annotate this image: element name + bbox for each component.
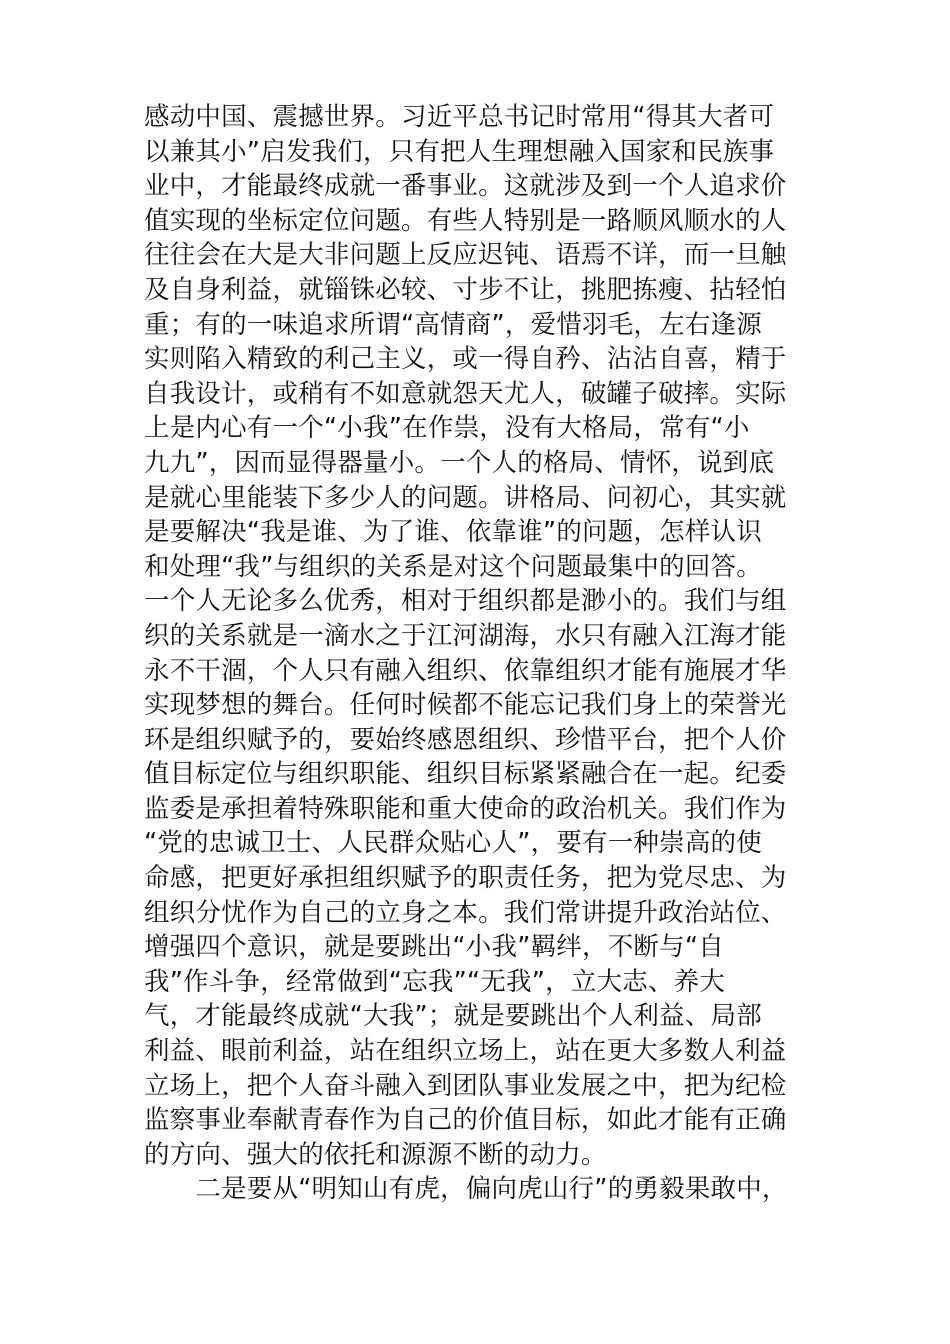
text-line: 业中，才能最终成就一番事业。这就涉及到一个人追求价 — [144, 171, 787, 202]
text-line: 实则陷入精致的利己主义，或一得自矜、沾沾自喜，精于 — [144, 344, 787, 375]
text-line: 织的关系就是一滴水之于江河湖海，水只有融入江海才能 — [144, 620, 787, 651]
text-line: 是要解决“我是谁、为了谁、依靠谁”的问题，怎样认识 — [144, 517, 762, 548]
text-line: 九九”，因而显得器量小。一个人的格局、情怀，说到底 — [144, 447, 775, 478]
text-line: 值实现的坐标定位问题。有些人特别是一路顺风顺水的人 — [144, 205, 787, 236]
text-line: 二是要从“明知山有虎，偏向虎山行”的勇毅果敢中， — [144, 1174, 788, 1205]
text-line: 感动中国、震撼世界。习近平总书记时常用“得其大者可 — [144, 102, 775, 132]
text-line: 监察事业奉献青春作为自己的价值目标，如此才能有正确 — [144, 1105, 787, 1136]
text-line: 重；有的一味追求所谓“高情商”，爱惜羽毛，左右逢源 — [144, 309, 762, 340]
text-line: 及自身利益，就锱铢必较、寸步不让，挑肥拣瘦、拈轻怕 — [144, 274, 787, 305]
text-line: 监委是承担着特殊职能和重大使命的政治机关。我们作为 — [144, 793, 787, 824]
text-line: 实现梦想的舞台。任何时候都不能忘记我们身上的荣誉光 — [144, 690, 787, 721]
text-line: 一个人无论多么优秀，相对于组织都是渺小的。我们与组 — [144, 586, 787, 617]
text-line: 增强四个意识，就是要跳出“小我”羁绊，不断与“自 — [144, 932, 724, 963]
text-line: 和处理“我”与组织的关系是对这个问题最集中的回答。 — [144, 551, 762, 582]
text-line: 自我设计，或稍有不如意就怨天尤人，破罐子破摔。实际 — [144, 378, 787, 409]
text-line: “党的忠诚卫士、人民群众贴心人”，要有一种崇高的使 — [144, 828, 762, 859]
text-line: 环是组织赋予的，要始终感恩组织、珍惜平台，把个人价 — [144, 724, 787, 755]
text-line: 的方向、强大的依托和源源不断的动力。 — [144, 1139, 607, 1170]
body-text — [144, 100, 814, 1207]
text-line: 值目标定位与组织职能、组织目标紧紧融合在一起。纪委 — [144, 759, 787, 790]
text-line: 立场上，把个人奋斗融入到团队事业发展之中，把为纪检 — [144, 1070, 787, 1101]
text-line: 是就心里能装下多少人的问题。讲格局、问初心，其实就 — [144, 482, 787, 513]
text-line: 上是内心有一个“小我”在作祟，没有大格局，常有“小 — [144, 413, 750, 444]
text-line: 命感，把更好承担组织赋予的职责任务，把为党尽忠、为 — [144, 863, 787, 894]
text-line: 利益、眼前利益，站在组织立场上，站在更大多数人利益 — [144, 1036, 787, 1067]
text-line: 我”作斗争，经常做到“忘我”“无我”，立大志、养大 — [144, 966, 726, 997]
text-line: 以兼其小”启发我们，只有把人生理想融入国家和民族事 — [144, 136, 775, 167]
text-line: 永不干涸，个人只有融入组织、依靠组织才能有施展才华 — [144, 655, 787, 686]
text-line: 组织分忧作为自己的立身之本。我们常讲提升政治站位、 — [144, 897, 787, 928]
text-line: 往往会在大是大非问题上反应迟钝、语焉不详，而一旦触 — [144, 240, 787, 271]
text-line: 气，才能最终成就“大我”；就是要跳出个人利益、局部 — [144, 1001, 762, 1032]
